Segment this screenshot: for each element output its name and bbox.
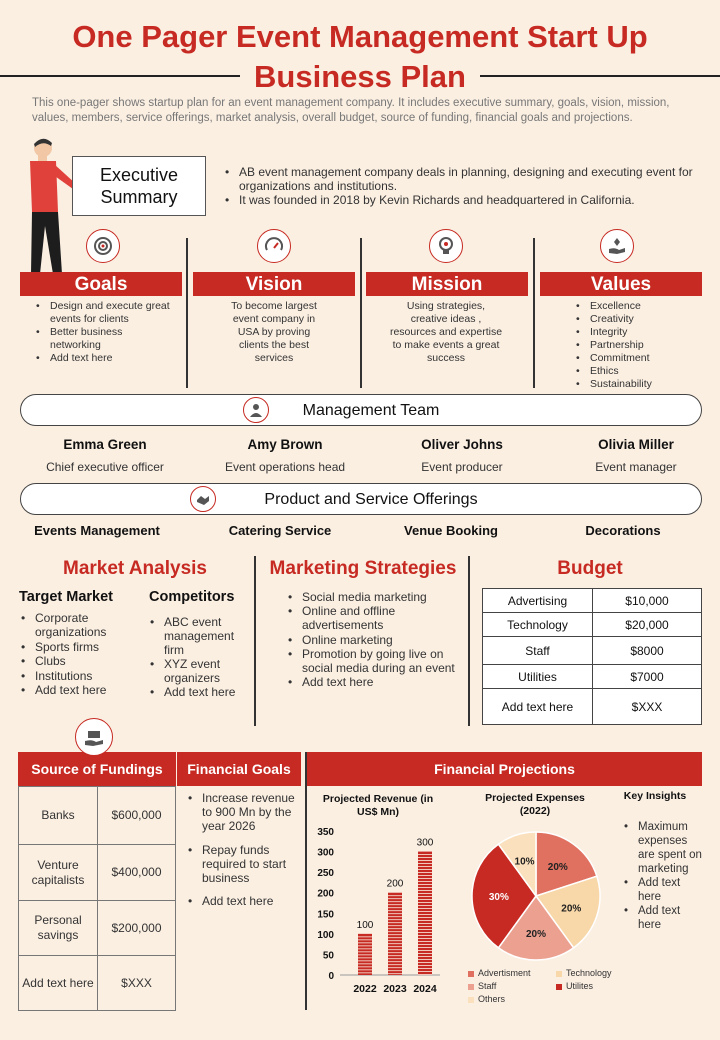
offering-item: Catering Service <box>228 523 332 538</box>
mission-header: Mission <box>366 272 528 296</box>
table-row <box>19 845 176 901</box>
table-row <box>19 787 176 845</box>
y-tick-label: 100 <box>317 929 334 941</box>
page-title-line2: Business Plan <box>254 59 466 94</box>
list-item: • Integrity <box>576 326 696 339</box>
member-name: Emma Green <box>63 437 147 452</box>
data-label: 300 <box>416 837 434 849</box>
executive-summary-title-line1: Executive <box>99 165 179 185</box>
list-item: • ABC event management firm <box>150 615 250 657</box>
pie-label: 20% <box>547 861 568 873</box>
handshake-icon <box>190 486 216 512</box>
vision-header: Vision <box>193 272 355 296</box>
list-item: • Increase revenue to 900 Mn by the year 2026 <box>188 791 298 834</box>
bar <box>358 934 372 975</box>
management-team-title: Management Team <box>302 402 440 419</box>
offerings-title: Product and Service Offerings <box>264 491 478 508</box>
list-item: • Commitment <box>576 352 696 365</box>
budget-item: Staff <box>483 637 593 665</box>
management-team-banner <box>20 394 702 426</box>
pie-label: 20% <box>525 929 547 941</box>
offering-item: Events Management <box>34 523 160 538</box>
financial-goals-header: Financial Goals <box>177 752 301 786</box>
gauge-icon <box>257 229 291 263</box>
budget-table <box>482 588 702 725</box>
x-tick-label: 2023 <box>383 983 407 995</box>
y-tick-label: 150 <box>317 909 334 921</box>
divider <box>305 752 307 1010</box>
vision-text: To become largest event company in USA by proving clients the best services <box>231 300 317 364</box>
funding-header: Source of Fundings <box>18 752 176 786</box>
y-tick-label: 350 <box>317 827 334 838</box>
goals-header: Goals <box>20 272 182 296</box>
divider <box>533 238 535 388</box>
hand-value-icon <box>600 229 634 263</box>
budget-amount: $7000 <box>593 665 702 689</box>
legend-item <box>468 968 544 978</box>
funding-source: Venture capitalists <box>19 845 98 901</box>
list-item: • XYZ event organizers <box>150 657 250 685</box>
y-tick-label: 250 <box>317 868 334 880</box>
budget-amount: $8000 <box>593 637 702 665</box>
budget-title: Budget <box>557 558 623 579</box>
list-item: • Add text here <box>150 685 250 699</box>
data-label: 200 <box>386 878 404 890</box>
legend-item <box>556 968 612 978</box>
legend-swatch <box>468 971 474 977</box>
budget-item: Technology <box>483 613 593 637</box>
competitors-title: Competitors <box>149 589 235 605</box>
funding-source: Personal savings <box>19 901 98 956</box>
list-item: • Maximum expenses are spent on marketing <box>624 820 704 876</box>
list-item: • Better business networking <box>36 326 176 352</box>
member-role: Event operations head <box>224 460 346 474</box>
pie-legend <box>468 968 618 1004</box>
intro-text: This one-pager shows startup plan for an event management company. It includes executive summary, goals, vision, mission, values, members, service offerings, market analysis, overall budget, source of funding, financial goals and projections. <box>32 97 670 124</box>
legend-item <box>468 981 544 991</box>
market-analysis-title: Market Analysis <box>63 558 207 579</box>
list-item: • Partnership <box>576 339 696 352</box>
team-icon <box>243 397 269 423</box>
list-item: • Social media marketing <box>288 590 458 604</box>
x-tick-label: 2022 <box>353 983 377 995</box>
divider <box>254 556 256 726</box>
marketing-strategies-list <box>288 590 458 689</box>
legend-label: Staff <box>478 981 497 991</box>
legend-item <box>556 981 593 991</box>
x-tick-label: 2024 <box>413 983 437 995</box>
target-market-title: Target Market <box>19 589 114 605</box>
table-row <box>19 956 176 1011</box>
list-item: • Online marketing <box>288 633 458 647</box>
executive-summary-box <box>72 156 206 216</box>
y-tick-label: 200 <box>317 888 334 900</box>
budget-item: Add text here <box>483 689 593 725</box>
list-item: • Add text here <box>36 352 176 365</box>
money-hand-icon <box>75 718 113 756</box>
eye-bulb-icon <box>429 229 463 263</box>
list-item: • Corporate organizations <box>21 611 131 640</box>
list-item: • Ethics <box>576 365 696 378</box>
title-rule-right <box>480 75 720 77</box>
funding-amount: $600,000 <box>98 787 176 845</box>
legend-swatch <box>468 984 474 990</box>
list-item: • Excellence <box>576 300 696 313</box>
target-icon <box>86 229 120 263</box>
list-item: • Add text here <box>188 894 298 908</box>
executive-summary-title-line2: Summary <box>100 187 178 207</box>
list-item: • Clubs <box>21 654 131 668</box>
bar <box>418 852 432 975</box>
divider <box>468 556 470 726</box>
list-item: • Add text here <box>288 675 458 689</box>
funding-amount: $200,000 <box>98 901 176 956</box>
budget-amount: $XXX <box>593 689 702 725</box>
key-insights-title: Key Insights <box>623 790 687 802</box>
page-title: One Pager Event Management Start Up <box>72 19 648 54</box>
y-tick-label: 0 <box>328 971 334 982</box>
key-insights-list <box>624 820 704 932</box>
expenses-chart-title: Projected Expenses (2022) <box>485 792 585 817</box>
data-label: 100 <box>356 919 374 931</box>
legend-item <box>468 994 618 1004</box>
list-item: • Add text here <box>624 904 704 932</box>
target-market-list <box>21 611 131 697</box>
table-row <box>483 665 702 689</box>
member-role: Chief executive officer <box>46 460 164 474</box>
offering-item: Venue Booking <box>404 523 498 538</box>
table-row <box>483 613 702 637</box>
legend-label: Utilites <box>566 981 594 991</box>
budget-amount: $10,000 <box>593 589 702 613</box>
list-item: • Creativity <box>576 313 696 326</box>
marketing-strategies-title: Marketing Strategies <box>269 558 457 579</box>
funding-source: Banks <box>19 787 98 845</box>
financial-projections-header: Financial Projections <box>307 752 702 786</box>
revenue-chart-title: Projected Revenue (in US$ Mn) <box>322 793 434 818</box>
values-header: Values <box>540 272 702 296</box>
member-name: Amy Brown <box>247 437 323 452</box>
pie-label: 30% <box>488 892 509 903</box>
competitors-list <box>150 615 250 699</box>
list-item: • It was founded in 2018 by Kevin Richards and headquartered in California. <box>225 193 695 207</box>
y-tick-label: 50 <box>322 950 334 962</box>
member-role: Event manager <box>595 460 677 474</box>
legend-label: Others <box>478 994 506 1004</box>
legend-label: Advertisment <box>478 968 531 978</box>
list-item: • Repay funds required to start business <box>188 843 298 886</box>
legend-swatch <box>556 984 562 990</box>
table-row <box>483 637 702 665</box>
list-item: • Design and execute great events for clients <box>36 300 176 326</box>
pie-label: 20% <box>561 903 582 915</box>
legend-swatch <box>468 997 474 1003</box>
budget-amount: $20,000 <box>593 613 702 637</box>
list-item: • Add text here <box>21 683 131 697</box>
offering-item: Decorations <box>585 523 661 538</box>
legend-swatch <box>556 971 562 977</box>
list-item: • Sports firms <box>21 640 131 654</box>
table-row <box>483 689 702 725</box>
budget-item: Advertising <box>483 589 593 613</box>
table-row <box>19 901 176 956</box>
member-role: Event producer <box>421 460 503 474</box>
offerings-banner <box>20 483 702 515</box>
list-item: • Sustainability <box>576 378 696 391</box>
goals-list <box>36 300 176 365</box>
list-item: • Institutions <box>21 669 131 683</box>
pie-label: 10% <box>514 856 535 868</box>
mission-text: Using strategies, creative ideas , resources and expertise to make events a great success <box>389 300 503 364</box>
funding-source: Add text here <box>19 956 98 1011</box>
member-name: Oliver Johns <box>421 437 503 452</box>
table-row <box>483 589 702 613</box>
legend-label: Technology <box>566 968 612 978</box>
funding-amount: $XXX <box>98 956 176 1011</box>
values-list <box>576 300 696 391</box>
y-tick-label: 300 <box>317 847 334 859</box>
list-item: • Add text here <box>624 876 704 904</box>
list-item: • AB event management company deals in planning, designing and executing event for organizations and institutions. <box>225 165 695 193</box>
member-name: Olivia Miller <box>598 437 674 452</box>
funding-table <box>18 786 176 1011</box>
list-item: • Promotion by going live on social media during an event <box>288 647 458 675</box>
revenue-bar-chart <box>310 820 445 1000</box>
bar <box>388 893 402 975</box>
budget-item: Utilities <box>483 665 593 689</box>
funding-amount: $400,000 <box>98 845 176 901</box>
executive-summary-list <box>225 165 695 207</box>
divider <box>186 238 188 388</box>
list-item: • Online and offline advertisements <box>288 604 458 632</box>
expenses-pie-chart <box>468 828 604 964</box>
financial-goals-list <box>188 791 298 908</box>
divider <box>360 238 362 388</box>
